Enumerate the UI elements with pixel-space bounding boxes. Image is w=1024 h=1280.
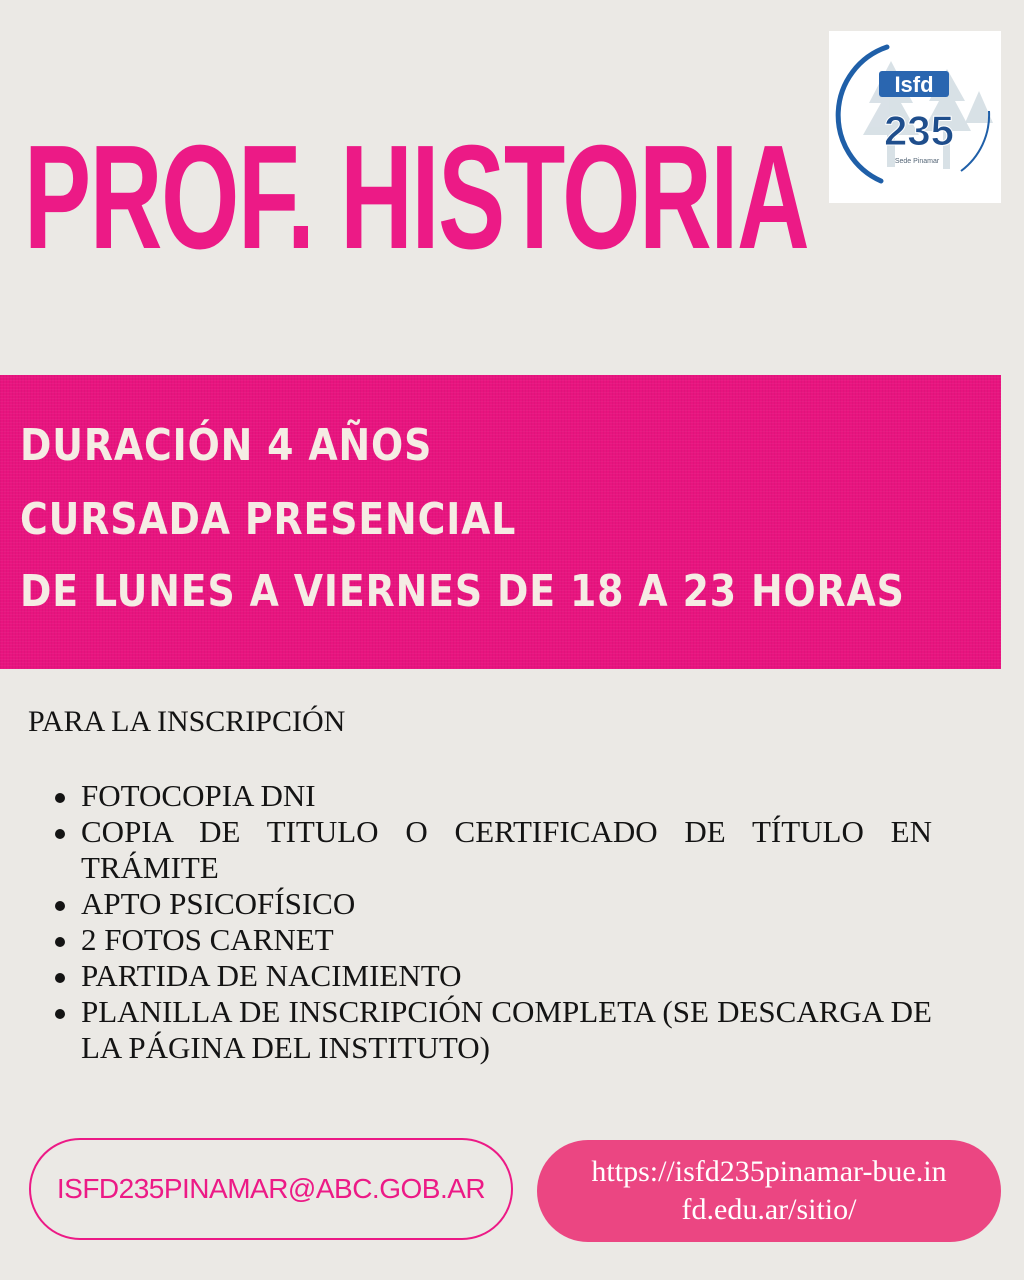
schedule-text: DE LUNES A VIERNES DE 18 A 23 HORAS xyxy=(20,566,905,617)
bullet-icon xyxy=(55,901,65,911)
duration-text: DURACIÓN 4 AÑOS xyxy=(20,420,433,471)
page-title: PROF. HISTORIA xyxy=(24,115,809,280)
requirement-item xyxy=(52,886,932,922)
logo-sede: Sede Pinamar xyxy=(894,158,940,165)
requirement-item xyxy=(52,994,932,1066)
requirement-text: 2 FOTOS CARNET xyxy=(81,922,334,957)
email-text[interactable]: ISFD235PINAMAR@ABC.GOB.AR xyxy=(56,1173,486,1204)
requirement-text: PARTIDA DE NACIMIENTO xyxy=(81,958,462,993)
requirements-list xyxy=(52,778,932,1066)
website-url-text[interactable]: https://isfd235pinamar-bue.infd.edu.ar/sitio/ xyxy=(591,1155,947,1226)
bullet-icon xyxy=(55,937,65,947)
requirement-item xyxy=(52,922,932,958)
requirement-item xyxy=(52,958,932,994)
website-link[interactable] xyxy=(537,1140,1001,1242)
requirement-text: FOTOCOPIA DNI xyxy=(81,778,316,813)
requirement-text: PLANILLA DE INSCRIPCIÓN COMPLETA (SE DESCARGA DE LA PÁGINA DEL INSTITUTO) xyxy=(81,994,932,1065)
requirement-item xyxy=(52,778,932,814)
logo-number: 235 xyxy=(883,107,955,154)
institute-logo xyxy=(829,31,1001,203)
logo-name: Isfd xyxy=(894,72,934,97)
bullet-icon xyxy=(55,793,65,803)
requirement-item xyxy=(52,814,932,886)
logo-graphic xyxy=(829,31,1001,203)
requirement-text: COPIA DE TITULO O CERTIFICADO DE TÍTULO EN TRÁMITE xyxy=(81,814,932,885)
requirements-heading: PARA LA INSCRIPCIÓN xyxy=(28,705,346,738)
modality-text: CURSADA PRESENCIAL xyxy=(20,494,517,545)
requirement-text: APTO PSICOFÍSICO xyxy=(81,886,356,921)
bullet-icon xyxy=(55,829,65,839)
bullet-icon xyxy=(55,973,65,983)
bullet-icon xyxy=(55,1009,65,1019)
email-contact[interactable] xyxy=(29,1138,513,1240)
